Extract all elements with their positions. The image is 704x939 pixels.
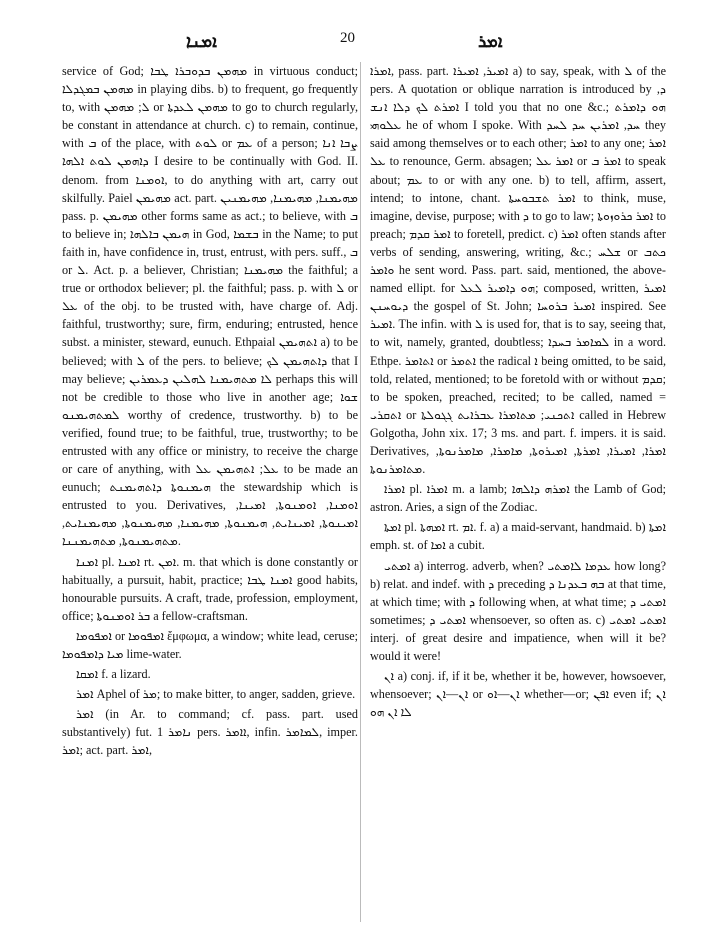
entry-amar: ܐܡܪ (in Ar. to command; cf. pass. part. used substantively) fut. ܢܐܡܪ 1 pers. ܐܐܡܪ, infin. ܠܡܐܡܪ, imper. ܐܡܪ; act. part. ܐܡܪ, bbox=[62, 707, 358, 758]
entry-amra-lamb: ܐܡܪܐ pl. ܐܡܪܐ m. a lamb; ܐܡܪܗ ܕܐܠܗܐ the Lamb of God; astron. Aries, a sign of the Zodiac. bbox=[370, 482, 666, 515]
column-gutter bbox=[360, 62, 361, 922]
entry-amta: ܐܡܬܐ pl. ܐܡܗܬܐ rt. ܐܡ. f. a) a maid-servant, handmaid. b) ܐܡܬܐ emph. st. of ܐܡܐ a cubit. bbox=[370, 520, 666, 553]
running-head-left: ܐܡܢܐ bbox=[186, 32, 217, 51]
entry-amar-continued: ܐܡܪܐ, pass. part. ܐܡܝܪ, ܐܡܝܪܐ a) to say, speak, with ܠ of the pers. A quotation or oblique narration is introduced by ܕ, ܐܡܪܬ ܠܟ ܕܠܐ ܐܢܫ I told you that no one &c.; ܗܘ ܕܐܡܪܬ ܥܠܘܗܝ he of whom I spoke. With ܚܕ, ܐܡܪܝܢ ܚܕ ܠܚܕ they said among themselves or to each other; ܐܡܪ to any one; ܐܡܪ ܥܠ to renounce, Germ. absagen; ܐܡܪ ܥܠ or ܐܡܪ ܒ to speak about; ܥܡ to or with any one. b) to tell, affirm, assert, intend; to intone, chant. ܐܡܪ ܬܫܒܘܚܬܐ to think, muse, imagine, devise, purpose; with ܕ to go to law; ܐܡܪ ܟܪܘܙܘܬܐ to preach; ܐܡܪ ܩܕܡ to foretell, predict. c) ܐܡܪ often stands after verbs of sending, answering, writing, &c.; ܫܠܚ or ܟܬܒ ܘܐܡܪ he sent word. Pass. part. said, mentioned, the above-named ellipt. for ܗܘ ܕܐܡܝܪ ܠܥܠ; composed, written, ܐܡܝܪ ܕܝܘܚܢܢ the gospel of St. John; ܐܡܝܪ ܒܪܘܚܐ inspired. See ܐܡܝܪ. The infin. with ܠ is used for, that is to say, seeing that, to wit, namely, granted, doubtless; ܠܡܐܡܪ ܒܚܕܐ in a word. Ethpe. ܐܬܐܡܪ or ܐܬܡܪ the radical ܐ being omitted, to be said, told, related, mentioned; to be foretold with or without ܩܕܡ; to be spoken, preached, recited; to be called, named = ܐܬܩܪܝ or ܐܬܟܢܝ; ܡܬܐܡܪܐ ܥܒܪܐܝܬ ܓܓܘܠܬܐ called in Hebrew Golgotha, John xix. 17; 3 ms. and part. f. impers. it is said. Derivatives, ܐܡܪܐ, ܐܡܝܪܐ, ܐܡܪܬܐ, ܐܡܝܪܘܬܐ, ܡܐܡܪܐ, ܡܐܡܪܢܘܬܐ, ܡܬܐܡܪܢܘܬܐ. bbox=[370, 64, 666, 477]
left-column bbox=[62, 62, 358, 932]
entry-amqa: ܐܡܩܐ f. a lizard. bbox=[76, 667, 151, 682]
entry-continued: service of God; ܡܗܡܢ ܒܕܘܒܪܐ ܛܒܐ in virtuous conduct; ܡܗܡܢ ܒܡܓܕܠܐ in playing dibs. b) to frequent, go frequently to, with ܠ; ܡܗܡܢ or ܡܗܡܢ ܠܥܕܬܐ to go to church regularly, be constant in attendance at church. c) to remain, continue, with ܒ of the place, with ܠܘܬ or ܥܡ of a person; ܨܒܐ ܐܢܐ ܕܐܗܡܢ ܠܘܬ ܐܠܗܐ I desire to be continually with God. II. denom. from ܐܘܡܢܐ, to do anything with art, carry out skilfully. Paiel ܡܗܝܡܢ act. part. ܡܗܝܡܢܐ, ܡܗܝܡܢܐ, ܡܗܝܡܢܝܢ pass. p. ܡܗܝܡܢ other forms same as act.; to believe, with ܒ to believe in; ܗܝܡܢ ܒܐܠܗܐ in God, ܒܫܡܐ in the Name; to put faith in, have confidence in, trust, entrust, with pers. suff., ܒ or ܠ. Act. p. a believer, Christian; ܡܗܝܡܢܐ the faithful; a true or orthodox believer; pl. the faithful; pass. p. with ܠ or ܥܠ of the obj. to be trusted with, have charge of. Adj. faithful, trustworthy; sure, firm, enduring; entrusted, hence subst. a minister, steward, eunuch. Ethpaial ܐܬܗܝܡܢ a) to be believed; with ܠ of the pers. to believe; ܕܐܬܗܝܡܢ ܠܟ that I may believe; ܠܐ ܡܬܗܝܡܢܐ ܠܗܠܝܢ ܕܥܡܪܝܢ perhaps this will not be credible to those who live in another age; ܫܘܐ ܠܡܬܗܝܡܢܘ worthy of credence, trustworthy. b) to be verified, found true; to be faithful, true, trustworthy; to be entrusted with any office or ministry, to receive the charge or care of anything, with ܥܠ; ܐܬܗܝܡܢ ܥܠ to be made an eunuch; ܗܝܡܢܘܬܐ ܕܐܬܗܝܡܢܬ the stewardship which is entrusted to you. Derivatives, ܐܘܡܢܐ, ܐܘܡܢܘܬܐ, ܐܡܝܢܐ, ܐܡܝܢܘܬܐ, ܐܡܝܢܐܝܬ, ܗܝܡܢܘܬܐ, ܡܗܝܡܢܐ, ܡܗܝܡܢܘܬܐ, ܡܗܝܡܢܐܝܬ, ܡܬܗܝܡܢܘܬܐ, ܡܬܗܝܡܢܢܐ. bbox=[62, 64, 358, 549]
page-number: 20 bbox=[340, 30, 355, 46]
entry-amar-aphel: ܐܡܪ Aphel of ܡܪ; to make bitter, to anger, sadden, grieve. bbox=[76, 687, 356, 702]
entry-amphoma: ܐܡܦܘܡܐ or ܐܡܦܘܡܐ ἔμφωμα, a window; white lead, ceruse; ܡܝܐ ܕܐܡܦܘܡܐ lime-water. bbox=[62, 628, 358, 661]
entry-en: ܐܢ a) conj. if, if it be, whether it be, however, howsoever, whensoever; ܐܢ—ܐܢ or ܐܢ—ܐܘ whether—or; ܐܦܢ even if; ܐܢ ܠܐ ܐܢ ܗܘ bbox=[370, 669, 666, 720]
entry-amna: ܐܡܢܐ pl. ܐܡܢܐ rt. ܐܡܢ. m. that which is done constantly or habitually, a pursuit, habit, practice; ܐܡܢܐ ܛܒܐ good habits, honourable pursuits. A craft, trade, profession, employment, office; ܒܪ ܐܘܡܢܘܬܐ a fellow-craftsman. bbox=[62, 554, 358, 623]
page-header bbox=[0, 30, 704, 56]
entry-emmati: ܐܡܬܝ a) interrog. adverb, when? ܥܕܡܐ ܠܐܡܬܝ how long? b) relat. and indef. with ܕ preceding ܒܗ ܒܥܕܢܐ ܕ at that time, at which time; with ܕ following when, at what time; ܐܡܬܝ ܕ sometimes; ܐܡܬܝ ܕ whensoever, so often as. c) ܐܡܬܝ ܐܡܬܝ interj. of great desire and impatience, when will it be? would it were! bbox=[370, 558, 666, 663]
right-column bbox=[370, 62, 666, 932]
running-head-right: ܐܡܪ bbox=[478, 32, 503, 51]
